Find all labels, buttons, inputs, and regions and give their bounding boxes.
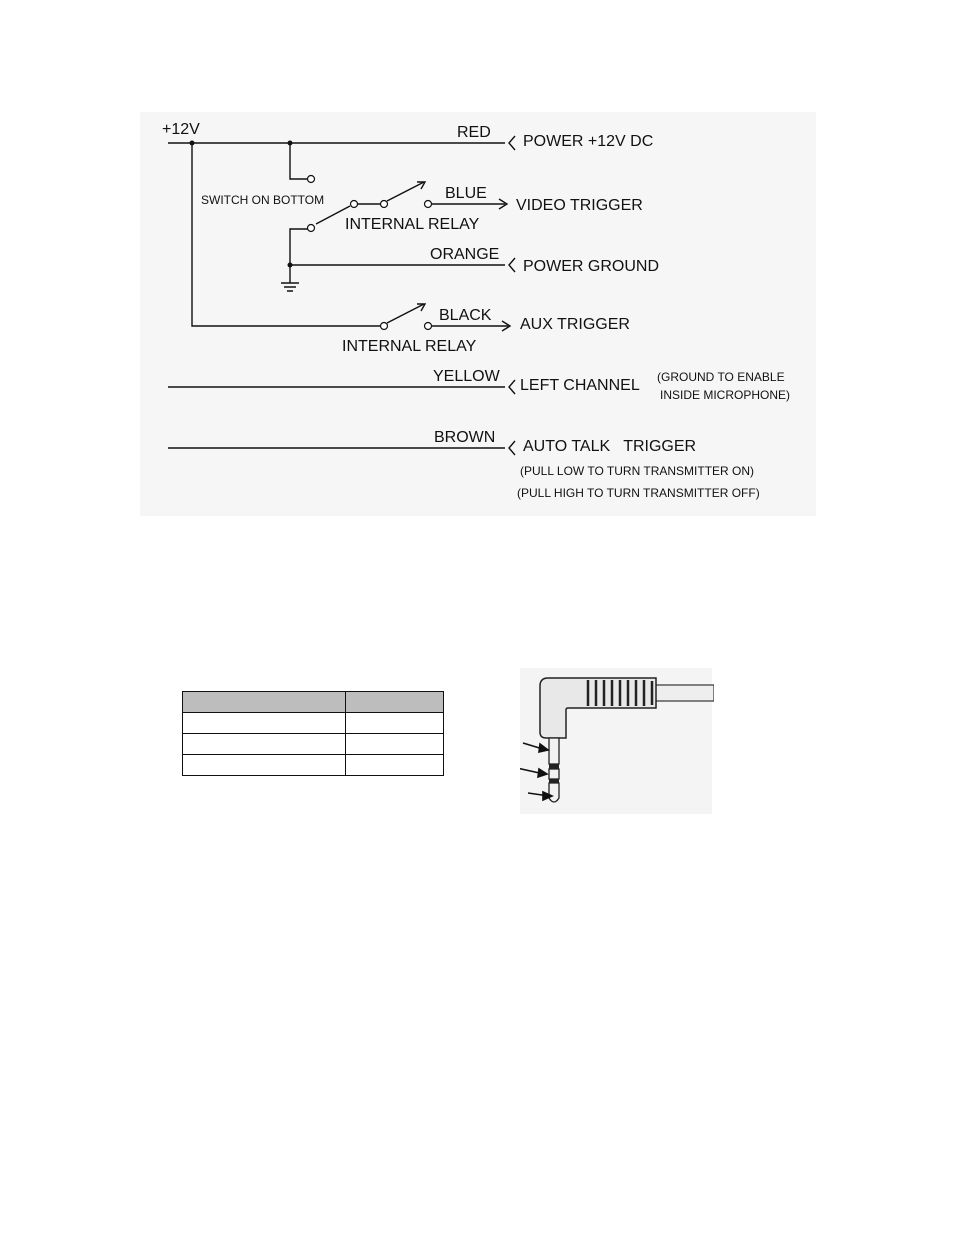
- wire-function-auto-talk: AUTO TALK TRIGGER: [523, 438, 697, 455]
- table-header-row: [183, 692, 444, 713]
- wire-function-power: POWER +12V DC: [523, 133, 654, 150]
- wire-color-yellow: YELLOW: [433, 368, 500, 385]
- note-line: (GROUND TO ENABLE: [657, 370, 785, 384]
- table-row: [183, 755, 444, 776]
- relay-contact: [351, 201, 358, 208]
- plug-illustration: [520, 668, 714, 816]
- switch-label: SWITCH ON BOTTOM: [201, 193, 325, 207]
- relay-contact: [425, 323, 432, 330]
- wire-color-black: BLACK: [439, 307, 492, 324]
- note-line: (PULL HIGH TO TURN TRANSMITTER OFF): [517, 486, 760, 500]
- supply-label: +12V: [162, 121, 200, 138]
- plug-tip: [549, 783, 559, 802]
- wire-function-video: VIDEO TRIGGER: [516, 197, 643, 214]
- table-cell: [346, 755, 444, 776]
- table-header-cell: [183, 692, 346, 713]
- relay-contact: [381, 201, 388, 208]
- table-cell: [346, 713, 444, 734]
- note-line: (PULL LOW TO TURN TRANSMITTER ON): [520, 464, 755, 478]
- table-cell: [183, 755, 346, 776]
- wire-color-brown: BROWN: [434, 429, 496, 446]
- table-header-cell: [346, 692, 444, 713]
- wire-color-red: RED: [457, 124, 491, 141]
- relay-contact: [308, 225, 315, 232]
- note-line: INSIDE MICROPHONE): [660, 388, 791, 402]
- relay-label-1: INTERNAL RELAY: [345, 216, 480, 233]
- wire-function-left-channel: LEFT CHANNEL: [520, 377, 640, 394]
- table-row: [183, 713, 444, 734]
- table-cell: [183, 713, 346, 734]
- plug-sleeve: [549, 738, 559, 764]
- wire-function-ground: POWER GROUND: [523, 258, 659, 275]
- relay-label-2: INTERNAL RELAY: [342, 338, 477, 355]
- wiring-diagram: [0, 0, 954, 560]
- pin-table: [182, 691, 444, 776]
- insulator-ring: [549, 764, 559, 769]
- wire-color-blue: BLUE: [445, 185, 487, 202]
- plug-ring: [549, 769, 559, 779]
- wire-color-orange: ORANGE: [430, 246, 500, 263]
- table-cell: [183, 734, 346, 755]
- switch-contact: [308, 176, 315, 183]
- table-cell: [346, 734, 444, 755]
- table-row: [183, 734, 444, 755]
- wire-function-aux: AUX TRIGGER: [520, 316, 630, 333]
- relay-contact: [381, 323, 388, 330]
- relay-contact: [425, 201, 432, 208]
- cable: [652, 685, 714, 701]
